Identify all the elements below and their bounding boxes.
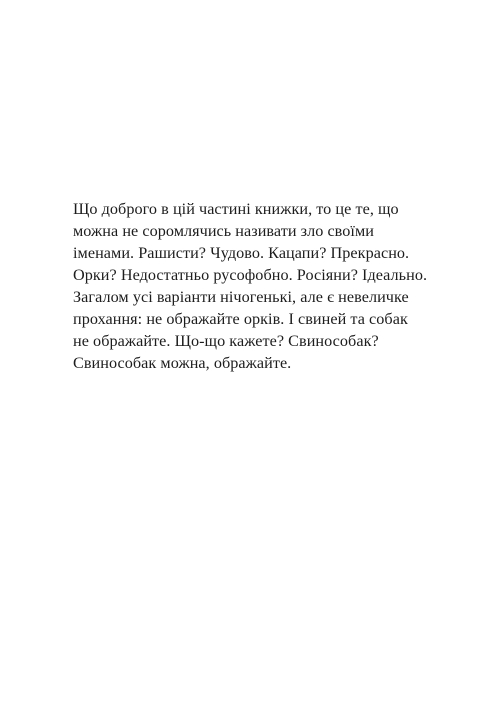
paragraph-line-5: Загалом усі варіанти нічогенькі, але є невеличке: [73, 288, 409, 306]
paragraph-line-2: можна не соромлячись називати зло своїми: [73, 222, 374, 240]
paragraph-line-4: Орки? Недостатньо русофобно. Росіяни? Ідеально.: [73, 266, 428, 284]
paragraph-line-1: Що доброго в цій частині книжки, то це те, що: [73, 200, 399, 218]
paragraph: [73, 198, 428, 374]
paragraph-line-7: не ображайте. Що-що кажете? Свинособак?: [73, 332, 379, 350]
paragraph-line-6: прохання: не ображайте орків. І свиней та собак: [73, 310, 408, 328]
paragraph-line-3: іменами. Рашисти? Чудово. Кацапи? Прекрасно.: [73, 244, 410, 262]
paragraph-line-8: Свинособак можна, ображайте.: [73, 354, 292, 372]
